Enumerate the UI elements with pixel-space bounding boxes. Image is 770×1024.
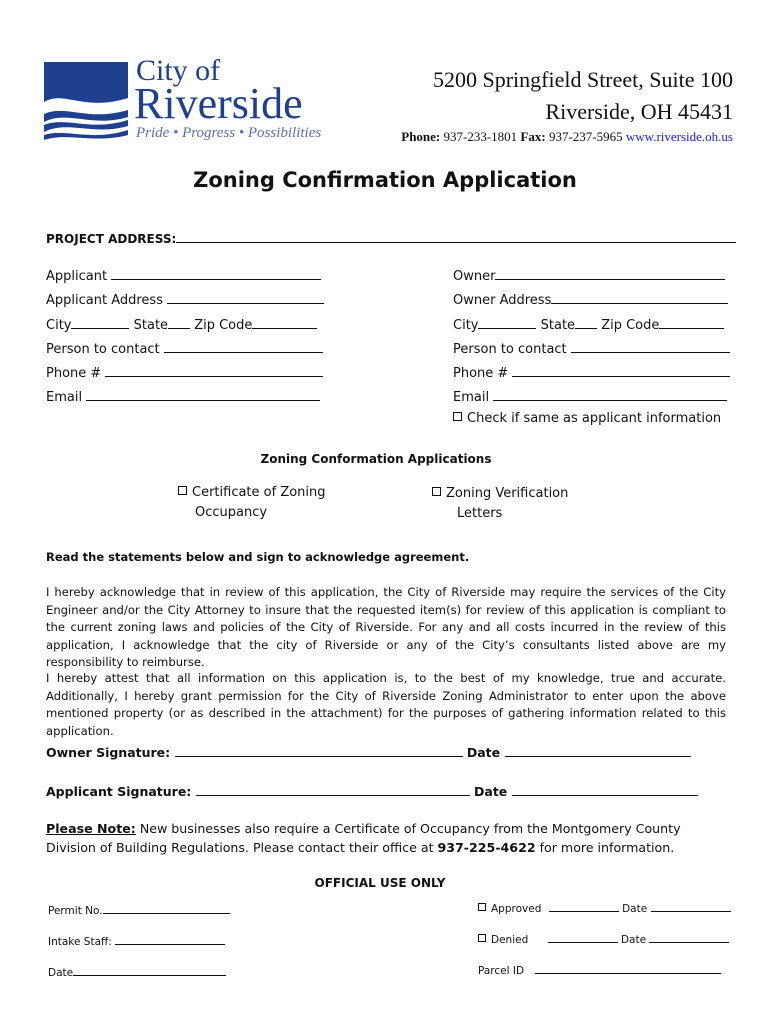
- acknowledge-paragraph: I hereby acknowledge that in review of this application, the City of Riverside may require the services of the City Engineer and/or the City Attorney to insure that the requested item(s) for review of this application is compliant to the current zoning laws and policies of the City of Riverside. For any and all costs incurred in the review of this application, I acknowledge that the city of Riverside or any of the City’s consultants listed above are my responsibility to reimburse.: [46, 585, 726, 669]
- intake-staff-row: [48, 933, 225, 948]
- owner-city-field[interactable]: [478, 315, 536, 329]
- approved-row: [478, 900, 731, 915]
- owner-contact-label: Person to contact: [453, 342, 567, 357]
- certificate-zoning-label-line2: Occupancy: [195, 505, 268, 520]
- denied-date-label: Date: [620, 934, 647, 946]
- official-date-row: [48, 964, 226, 979]
- owner-state-label: State: [540, 318, 576, 333]
- owner-zip-field[interactable]: [659, 315, 724, 329]
- logo-riverside: Riverside: [134, 79, 303, 128]
- approved-checkbox[interactable]: [478, 903, 486, 911]
- applicant-label: Applicant: [46, 269, 108, 284]
- same-as-applicant-checkbox[interactable]: [453, 412, 462, 421]
- please-note-label: Please Note:: [46, 821, 136, 836]
- owner-signature-date-field[interactable]: [505, 743, 691, 757]
- parcel-id-row: [478, 962, 721, 977]
- please-note-text2: for more information.: [535, 840, 675, 855]
- owner-address-label: Owner Address: [453, 293, 552, 308]
- applicant-phone-field[interactable]: [105, 363, 323, 377]
- phone-number: 937-233-1801: [443, 129, 518, 141]
- owner-signature-date-label: Date: [466, 745, 501, 760]
- certificate-zoning-checkbox[interactable]: [178, 486, 187, 495]
- applicant-zip-label: Zip Code: [194, 318, 253, 333]
- approved-field[interactable]: [549, 900, 619, 912]
- official-date-field[interactable]: [73, 964, 226, 976]
- owner-state-field[interactable]: [575, 315, 597, 329]
- applications-heading: Zoning Conformation Applications: [260, 452, 492, 466]
- same-as-applicant-option[interactable]: [453, 411, 721, 426]
- attest-paragraph: I hereby attest that all information on this application is, to the best of my knowledge, true and accurate. Additionally, I hereby grant permission for the City of Riverside Zoning Administrator to enter upon the above mentioned property (or as described in the attachment) for the purposes of gathering information related to this application.: [46, 671, 726, 738]
- applicant-email-row: [46, 387, 320, 405]
- applicant-contact-row: [46, 339, 323, 357]
- owner-email-label: Email: [453, 390, 490, 405]
- applicant-address-label: Applicant Address: [46, 293, 163, 308]
- applicant-city-label: City: [46, 318, 72, 333]
- city-logo: [44, 54, 344, 146]
- owner-field[interactable]: [495, 266, 725, 280]
- header-address-line2: Riverside, OH 45431: [545, 99, 733, 124]
- intake-staff-label: Intake Staff:: [48, 936, 112, 948]
- owner-phone-row: [453, 363, 730, 381]
- zoning-verification-checkbox[interactable]: [432, 487, 441, 496]
- applicant-city-row: [46, 315, 317, 333]
- fax-label: Fax:: [520, 129, 546, 141]
- header-contact-line: [401, 129, 733, 141]
- owner-address-row: [453, 290, 728, 308]
- approved-label: Approved: [491, 903, 542, 915]
- zoning-verification-label-line2: Letters: [457, 506, 503, 521]
- official-use-heading: OFFICIAL USE ONLY: [314, 876, 446, 890]
- owner-city-row: [453, 315, 724, 333]
- permit-no-label: Permit No.: [48, 905, 103, 917]
- certificate-zoning-label-line1: Certificate of Zoning: [192, 485, 326, 500]
- phone-label: Phone:: [401, 129, 441, 141]
- denied-label: Denied: [491, 934, 529, 946]
- denied-checkbox[interactable]: [478, 934, 486, 942]
- fax-number: 937-237-5965: [548, 129, 623, 141]
- option-certificate-zoning[interactable]: [178, 483, 326, 523]
- applicant-signature-date-field[interactable]: [512, 782, 698, 796]
- applicant-address-field[interactable]: [167, 290, 324, 304]
- applicant-city-field[interactable]: [71, 315, 129, 329]
- applicant-signature-row: [46, 782, 698, 799]
- project-address-field[interactable]: [176, 229, 736, 243]
- permit-no-field[interactable]: [103, 902, 230, 914]
- denied-date-field[interactable]: [649, 931, 729, 943]
- owner-email-row: [453, 387, 727, 405]
- owner-zip-label: Zip Code: [601, 318, 660, 333]
- wave-logo-icon: [44, 62, 132, 142]
- applicant-signature-label: Applicant Signature:: [46, 784, 192, 799]
- page-title: Zoning Confirmation Application: [193, 168, 577, 192]
- approved-date-field[interactable]: [651, 900, 731, 912]
- applicant-state-label: State: [133, 318, 169, 333]
- please-note: [46, 819, 726, 857]
- applicant-name-row: [46, 266, 321, 284]
- zoning-verification-label-line1: Zoning Verification: [446, 486, 569, 501]
- owner-email-field[interactable]: [493, 387, 727, 401]
- parcel-id-field[interactable]: [535, 962, 721, 974]
- project-address-label: PROJECT ADDRESS:: [46, 232, 177, 246]
- applicant-contact-label: Person to contact: [46, 342, 160, 357]
- parcel-id-label: Parcel ID: [478, 965, 525, 977]
- owner-contact-field[interactable]: [571, 339, 730, 353]
- logo-city-of: City of: [136, 54, 221, 87]
- owner-phone-label: Phone #: [453, 366, 509, 381]
- owner-contact-row: [453, 339, 730, 357]
- denied-field[interactable]: [548, 931, 618, 943]
- official-date-label: Date: [48, 967, 74, 979]
- owner-name-row: [453, 266, 725, 284]
- applicant-phone-row: [46, 363, 323, 381]
- intake-staff-field[interactable]: [115, 933, 225, 945]
- please-note-phone: 937-225-4622: [437, 840, 536, 855]
- same-as-applicant-label: Check if same as applicant information: [467, 411, 722, 426]
- header-address-line1: 5200 Springfield Street, Suite 100: [432, 67, 733, 92]
- project-address-row: [46, 229, 736, 246]
- statements-heading: Read the statements below and sign to acknowledge agreement.: [46, 550, 470, 564]
- applicant-signature-date-label: Date: [474, 784, 508, 799]
- applicant-email-field[interactable]: [86, 387, 320, 401]
- permit-no-row: [48, 902, 230, 917]
- applicant-phone-label: Phone #: [46, 366, 102, 381]
- applicant-address-row: [46, 290, 324, 308]
- applicant-state-field[interactable]: [168, 315, 190, 329]
- owner-signature-field[interactable]: [175, 743, 463, 757]
- please-note-text1: New businesses also require a Certificate of Occupancy from the Montgomery County Division of Building Regulations. Please contact their office at: [46, 821, 681, 855]
- applicant-field[interactable]: [111, 266, 321, 280]
- owner-signature-row: [46, 743, 691, 760]
- owner-address-field[interactable]: [551, 290, 728, 304]
- approved-date-label: Date: [622, 903, 648, 915]
- applicant-email-label: Email: [46, 390, 83, 405]
- denied-row: [478, 931, 729, 946]
- logo-tagline: Pride • Progress • Possibilities: [136, 125, 322, 141]
- owner-city-label: City: [453, 318, 479, 333]
- website-link[interactable]: www.riverside.oh.us: [625, 129, 733, 141]
- applicant-contact-field[interactable]: [164, 339, 323, 353]
- owner-signature-label: Owner Signature:: [46, 745, 171, 760]
- applicant-zip-field[interactable]: [252, 315, 317, 329]
- option-zoning-verification[interactable]: [432, 484, 568, 524]
- owner-phone-field[interactable]: [512, 363, 730, 377]
- applicant-signature-field[interactable]: [196, 782, 470, 796]
- owner-label: Owner: [453, 269, 496, 284]
